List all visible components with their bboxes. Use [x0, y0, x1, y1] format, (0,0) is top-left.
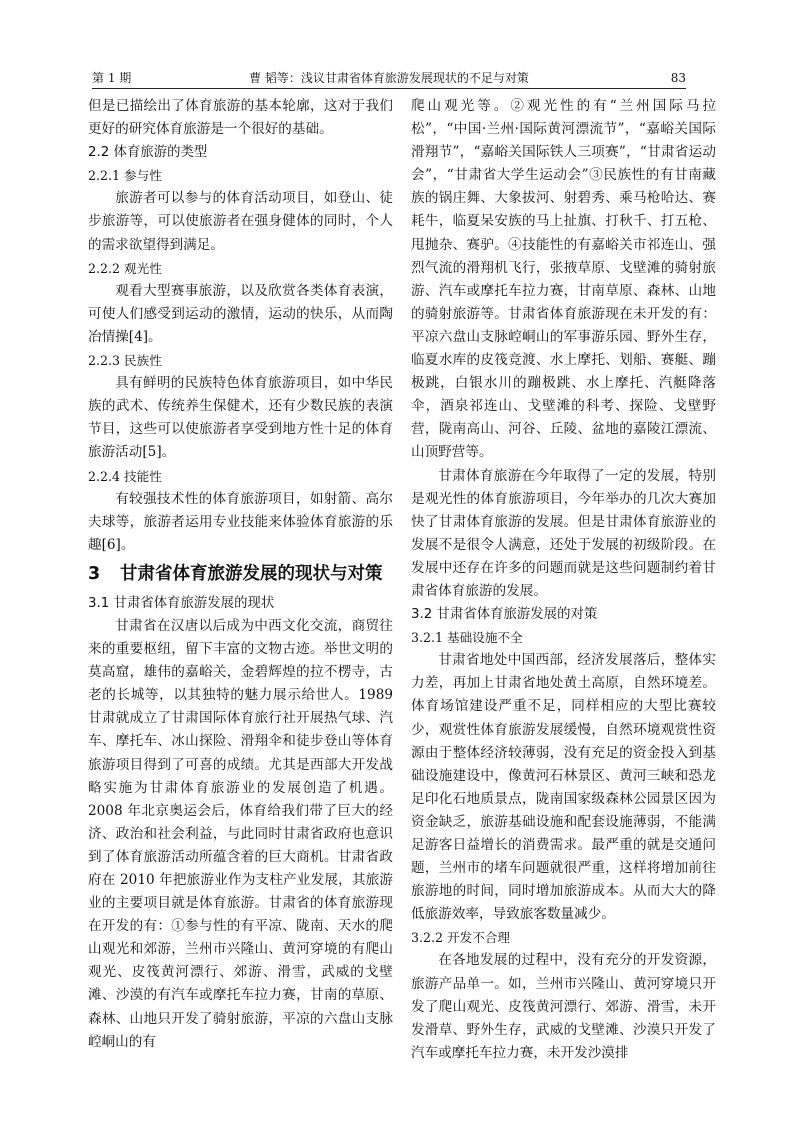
paragraph-3-1: 甘肃省在汉唐以后成为中西文化交流，商贸往来的重要枢纽，留下丰富的文物古迹。举世文明的莫高窟，雄伟的嘉峪关，金碧辉煌的拉不楞寺，古老的长城等，以其独特的魅力展示给世人。1989 甘肃就成立了甘肃国际体育旅行社开展热气球、汽车、摩托车、冰山探险、滑翔伞和徒步登山等体育旅游项目得到了可喜的成绩。尤其是西部大开发战略实施为甘肃体育旅游业的发展创造了机遇。2008 年北京奥运会后，体育给我们带了巨大的经济、政治和社会利益，与此同时甘肃省政府也意识到了体育旅游活动所蕴含着的巨大商机。甘肃省政府在 2010 年把旅游业作为支柱产业发展，其旅游业的主要项目就是体育旅游。甘肃省的体育旅游现在开发的有：①参与性的有平凉、陇南、天水的爬山观光和郊游，兰州市兴隆山、黄河穿境的有爬山观光、皮筏黄河漂行、郊游、滑雪，武威的戈壁滩、沙漠的有汽车或摩托车拉力赛，甘南的草原、森林、山地只开发了骑射旅游，平凉的六盘山支脉崆峒山的有: [88, 617, 393, 1050]
issue-number: 第 1 期: [92, 71, 132, 85]
paragraph-3-2-1: 甘肃省地处中国西部，经济发展落后，整体实力差，再加上甘肃省地处黄土高原，自然环境差。体育场馆建设严重不足，同样相应的大型比赛较少，观赏性体育旅游发展缓慢，自然环境观赏性资源由于整体经济较薄弱，没有充足的资金投入到基础设施建设中，像黄河石林景区、黄河三峡和恐龙足印化石地质景点，陇南国家级森林公园景区因为资金缺乏，旅游基础设施和配套设施薄弱，不能满足游客日益增长的消费需求。最严重的就是交通问题，兰州市的堵车问题就很严重，这样将增加前往旅游地的时间，同时增加旅游成本。从而大大的降低旅游效率，导致旅客数量减少。: [411, 652, 716, 923]
right-column: [411, 95, 716, 1065]
section-3-number: 3: [88, 563, 101, 584]
heading-2-2-3: 2.2.3 民族性: [88, 353, 162, 369]
paragraph-3-1-continued: 爬山观光等。②观光性的有“兰州国际马拉松”，“中国·兰州·国际黄河漂流节”，“嘉峪关国际滑翔节”，“嘉峪关国际铁人三项赛”，“甘肃省运动会”，“甘肃省大学生运动会”③民族性的有甘南藏族的锅庄舞、大象拔河、射碧秀、乘马枪哈达、赛耗牛，临夏呆安族的马上扯旗、打秋千、打五枪、甩抛杂、赛驴。④技能性的有嘉峪关市祁连山、强烈气流的滑翔机飞行，张掖草原、戈壁滩的骑射旅游、汽车或摩托车拉力赛，甘南草原、森林、山地的骑射旅游等。甘肃省体育旅游现在未开发的有：平凉六盘山支脉崆峒山的军事游乐园、野外生存，临夏水库的皮筏竞渡、水上摩托、划船、赛艇、蹦极跳，白银水川的蹦极跳、水上摩托、汽艇降落伞，酒泉祁连山、戈壁滩的科考、探险、戈壁野营，陇南高山、河谷、丘陵、盆地的嘉陵江漂流、山顶野营等。: [411, 98, 716, 461]
section-3-heading: [88, 563, 393, 586]
paragraph-intro: 但是已描绘出了体育旅游的基本轮廓，这对于我们更好的研究体育旅游是一个很好的基础。: [88, 98, 393, 138]
heading-2-2-4: 2.2.4 技能性: [88, 468, 162, 484]
heading-3-1: 3.1 甘肃省体育旅游发展的现状: [88, 595, 275, 611]
paragraph-2-2-4: 有较强技术性的体育旅游项目，如射箭、高尔夫球等，旅游者运用专业技能来体验体育旅游的乐趣[6]。: [88, 490, 393, 553]
running-title: 曹 韬等：浅议甘肃省体育旅游发展现状的不足与对策: [249, 71, 529, 85]
heading-3-2-1: 3.2.1 基础设施不全: [411, 630, 523, 646]
paragraph-2-2-1: 旅游者可以参与的体育活动项目，如登山、徒步旅游等，可以使旅游者在强身健体的同时，个人的需求欲望得到满足。: [88, 190, 393, 253]
left-column: [88, 95, 393, 1054]
running-header: [92, 70, 686, 89]
heading-3-2-2: 3.2.2 开发不合理: [411, 930, 511, 946]
heading-2-2: 2.2 体育旅游的类型: [88, 145, 208, 161]
paragraph-2-2-3: 具有鲜明的民族特色体育旅游项目，如中华民族的武术、传统养生保健术，还有少数民族的表演节目，这些可以使旅游者享受到地方性十足的体育旅游活动[5]。: [88, 375, 393, 461]
heading-2-2-1: 2.2.1 参与性: [88, 168, 162, 184]
paragraph-development: 甘肃体育旅游在今年取得了一定的发展，特别是观光性的体育旅游项目，今年举办的几次大赛加快了甘肃体育旅游的发展。但是甘肃体育旅游业的发展不是很令人满意，还处于发展的初级阶段。在发展中还存在许多的问题而就是这些问题制约着甘肃省体育旅游的发展。: [411, 467, 716, 599]
heading-3-2: 3.2 甘肃省体育旅游发展的对策: [411, 607, 598, 623]
heading-2-2-2: 2.2.2 观光性: [88, 260, 162, 276]
page-number: 83: [670, 71, 686, 85]
paragraph-2-2-2: 观看大型赛事旅游，以及欣赏各类体育表演，可使人们感受到运动的激情，运动的快乐，从而陶冶情操[4]。: [88, 282, 393, 345]
paragraph-3-2-2: 在各地发展的过程中，没有充分的开发资源，旅游产品单一。如，兰州市兴隆山、黄河穿境只开发了爬山观光、皮筏黄河漂行、郊游、滑雪，未开发滑草、野外生存，武威的戈壁滩、沙漠只开发了汽车或摩托车拉力赛，未开发沙漠排: [411, 952, 716, 1061]
section-3-title: 甘肃省体育旅游发展的现状与对策: [120, 563, 383, 584]
